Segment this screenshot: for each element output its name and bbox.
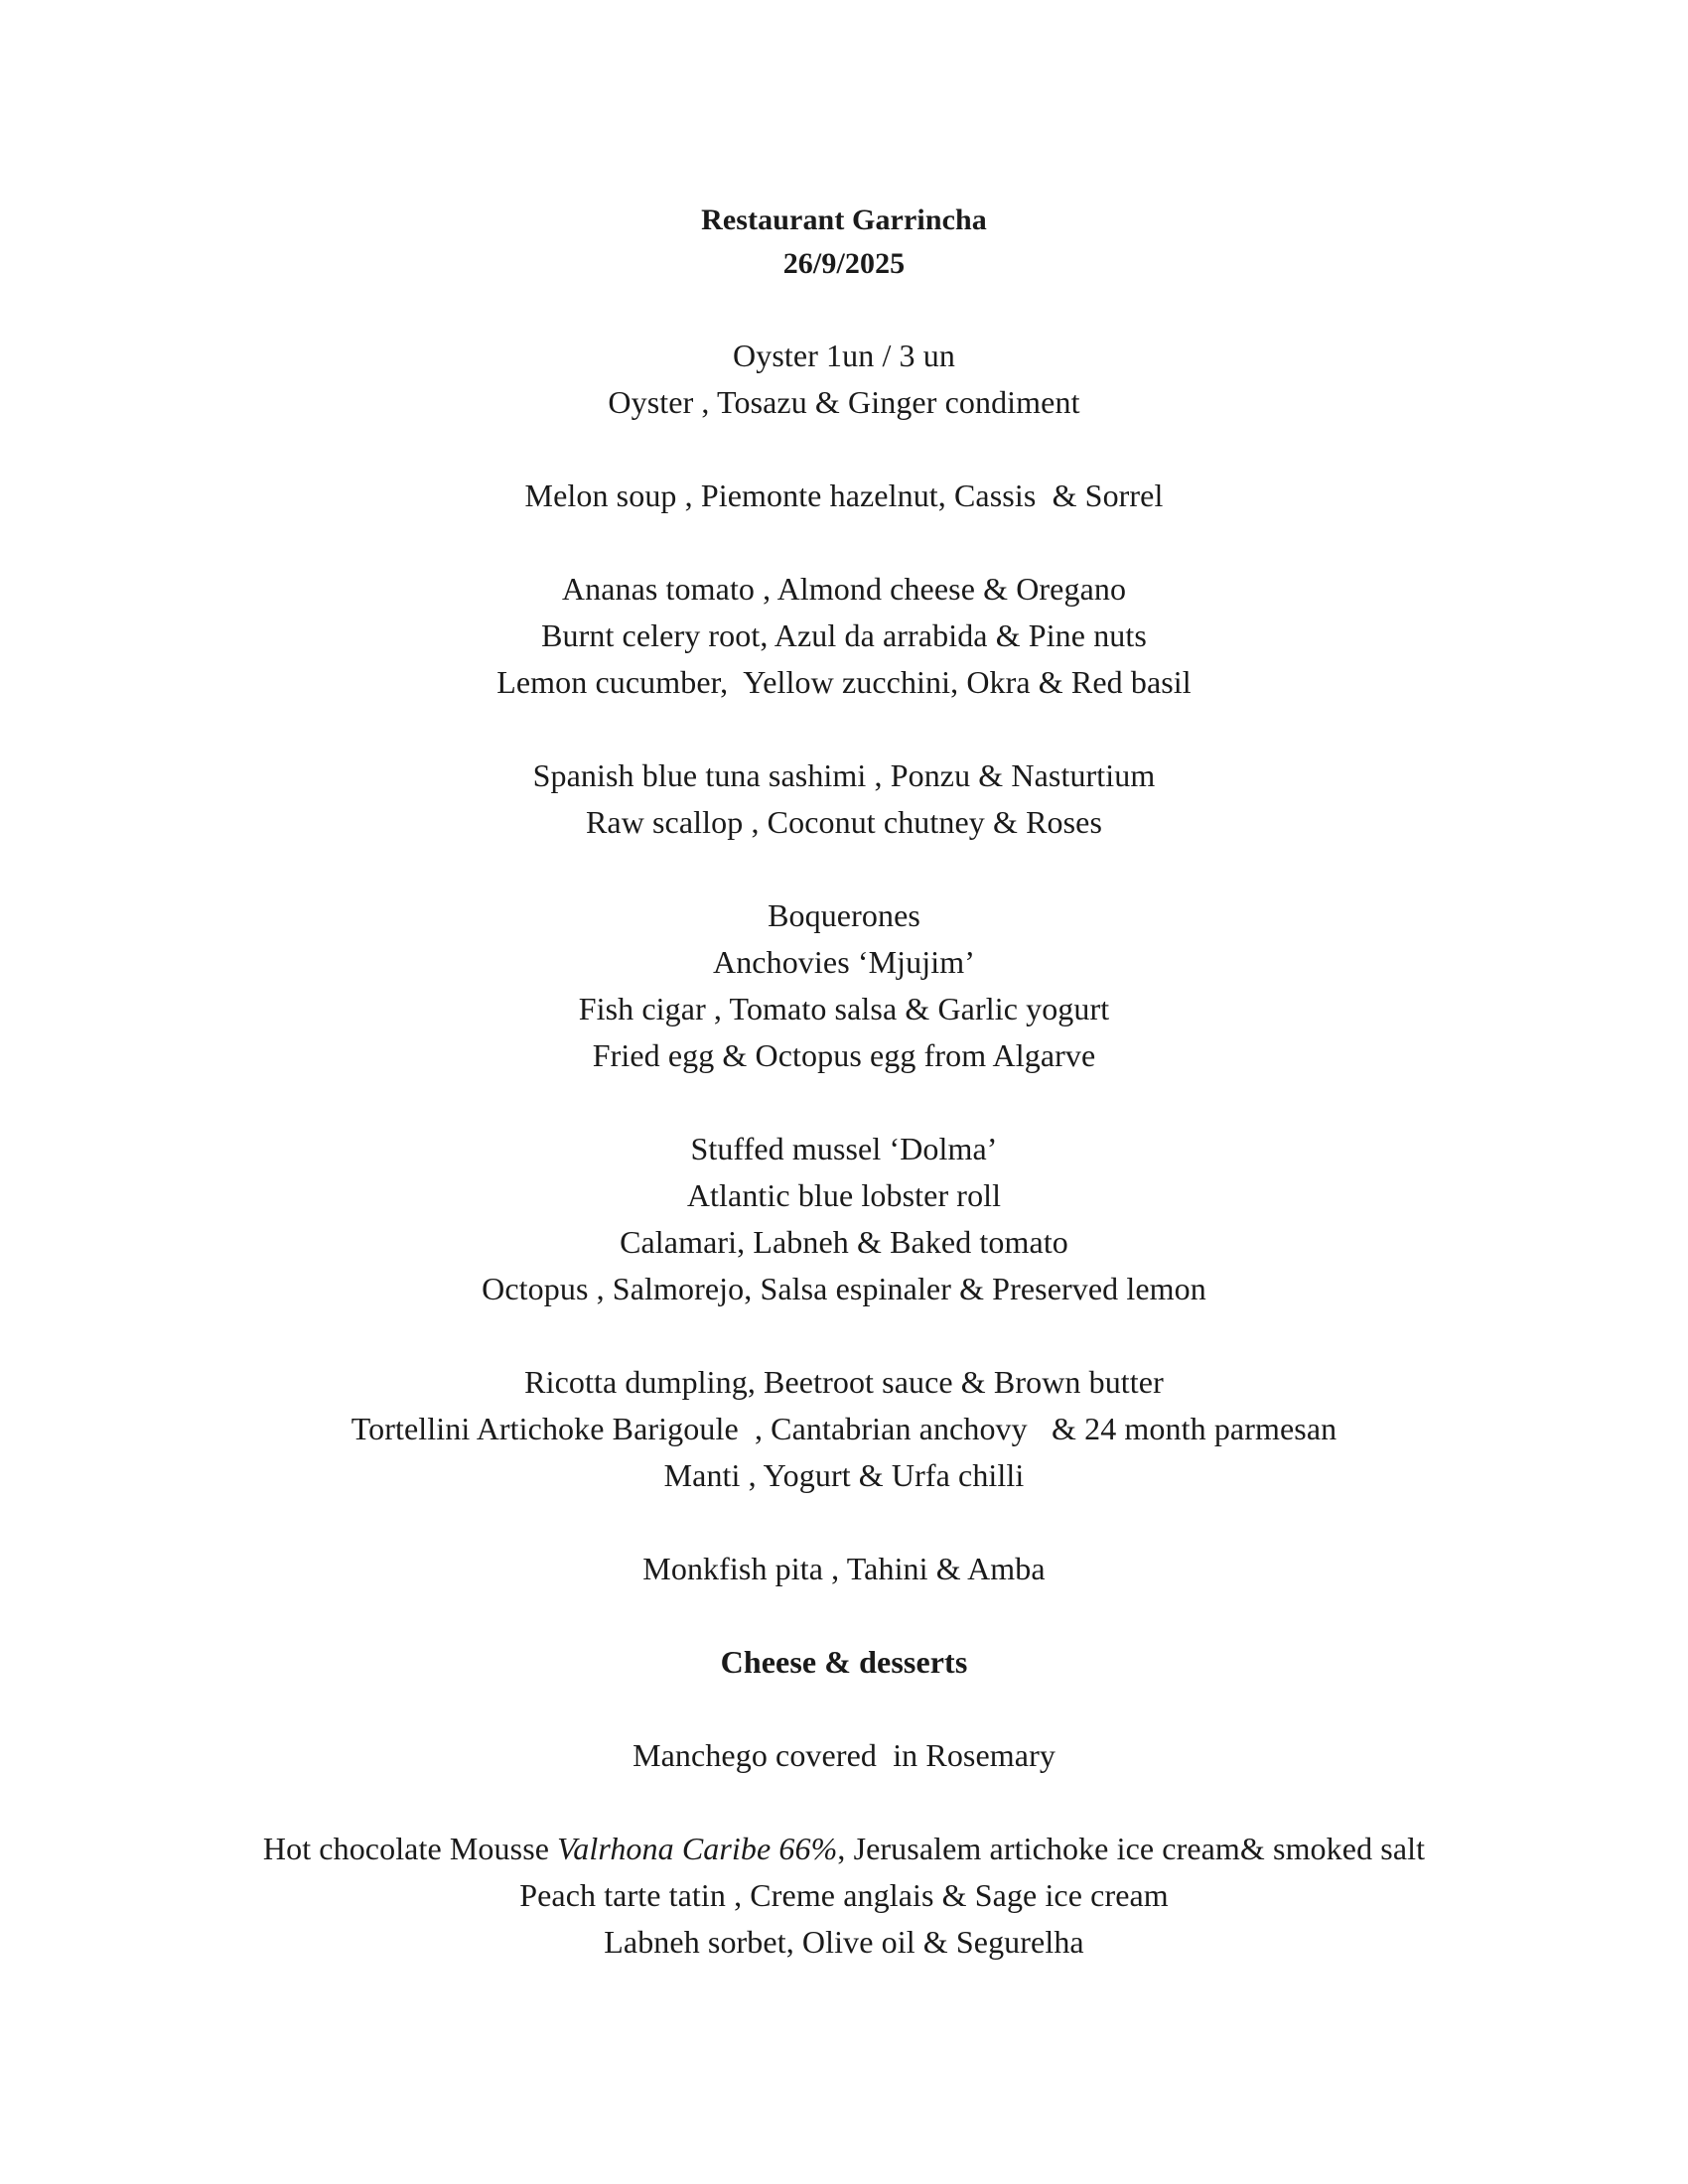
menu-item-oyster: Oyster , Tosazu & Ginger condiment bbox=[608, 384, 1080, 420]
chocolate-brand: Valrhona Caribe 66% bbox=[557, 1831, 838, 1866]
menu-item-melon-soup: Melon soup , Piemonte hazelnut, Cassis & Sorrel bbox=[524, 478, 1164, 513]
menu-item-calamari: Calamari, Labneh & Baked tomato bbox=[620, 1224, 1068, 1260]
menu-item-anchovies: Anchovies ‘Mjujim’ bbox=[713, 944, 975, 980]
menu-item-monkfish-pita: Monkfish pita , Tahini & Amba bbox=[642, 1551, 1046, 1586]
menu-item-fish-cigar: Fish cigar , Tomato salsa & Garlic yogurt bbox=[578, 991, 1110, 1026]
menu-item-oyster-price: Oyster 1un / 3 un bbox=[733, 338, 955, 373]
chocolate-mousse-name: Hot chocolate Mousse bbox=[262, 1831, 558, 1866]
menu-item-manchego: Manchego covered in Rosemary bbox=[633, 1737, 1055, 1773]
menu-item-tuna-sashimi: Spanish blue tuna sashimi , Ponzu & Nasturtium bbox=[532, 757, 1156, 793]
menu-item-stuffed-mussel: Stuffed mussel ‘Dolma’ bbox=[690, 1131, 998, 1166]
menu-item-lemon-cucumber: Lemon cucumber, Yellow zucchini, Okra & Red basil bbox=[496, 664, 1192, 700]
menu-item-octopus: Octopus , Salmorejo, Salsa espinaler & Preserved lemon bbox=[482, 1271, 1206, 1306]
menu-item-labneh-sorbet: Labneh sorbet, Olive oil & Segurelha bbox=[604, 1924, 1084, 1960]
chocolate-mousse-accompaniment: , Jerusalem artichoke ice cream& smoked salt bbox=[837, 1831, 1426, 1866]
menu-item-ananas-tomato: Ananas tomato , Almond cheese & Oregano bbox=[561, 571, 1127, 607]
section-title-desserts: Cheese & desserts bbox=[720, 1644, 968, 1680]
menu-date: 26/9/2025 bbox=[782, 247, 906, 280]
menu-item-fried-egg: Fried egg & Octopus egg from Algarve bbox=[592, 1037, 1096, 1073]
menu-item-lobster-roll: Atlantic blue lobster roll bbox=[686, 1177, 1002, 1213]
menu-item-tortellini: Tortellini Artichoke Barigoule , Cantabrian anchovy & 24 month parmesan bbox=[351, 1411, 1337, 1446]
menu-item-ricotta-dumpling: Ricotta dumpling, Beetroot sauce & Brown butter bbox=[524, 1364, 1164, 1400]
restaurant-name: Restaurant Garrincha bbox=[701, 204, 987, 236]
menu-item-boquerones: Boquerones bbox=[768, 897, 920, 933]
menu-item-raw-scallop: Raw scallop , Coconut chutney & Roses bbox=[585, 804, 1103, 840]
menu-item-chocolate-mousse bbox=[0, 1829, 1688, 1868]
menu-item-celery-root: Burnt celery root, Azul da arrabida & Pine nuts bbox=[541, 617, 1147, 653]
menu-item-manti: Manti , Yogurt & Urfa chilli bbox=[663, 1457, 1025, 1493]
menu-item-peach-tarte: Peach tarte tatin , Creme anglais & Sage ice cream bbox=[519, 1877, 1169, 1913]
